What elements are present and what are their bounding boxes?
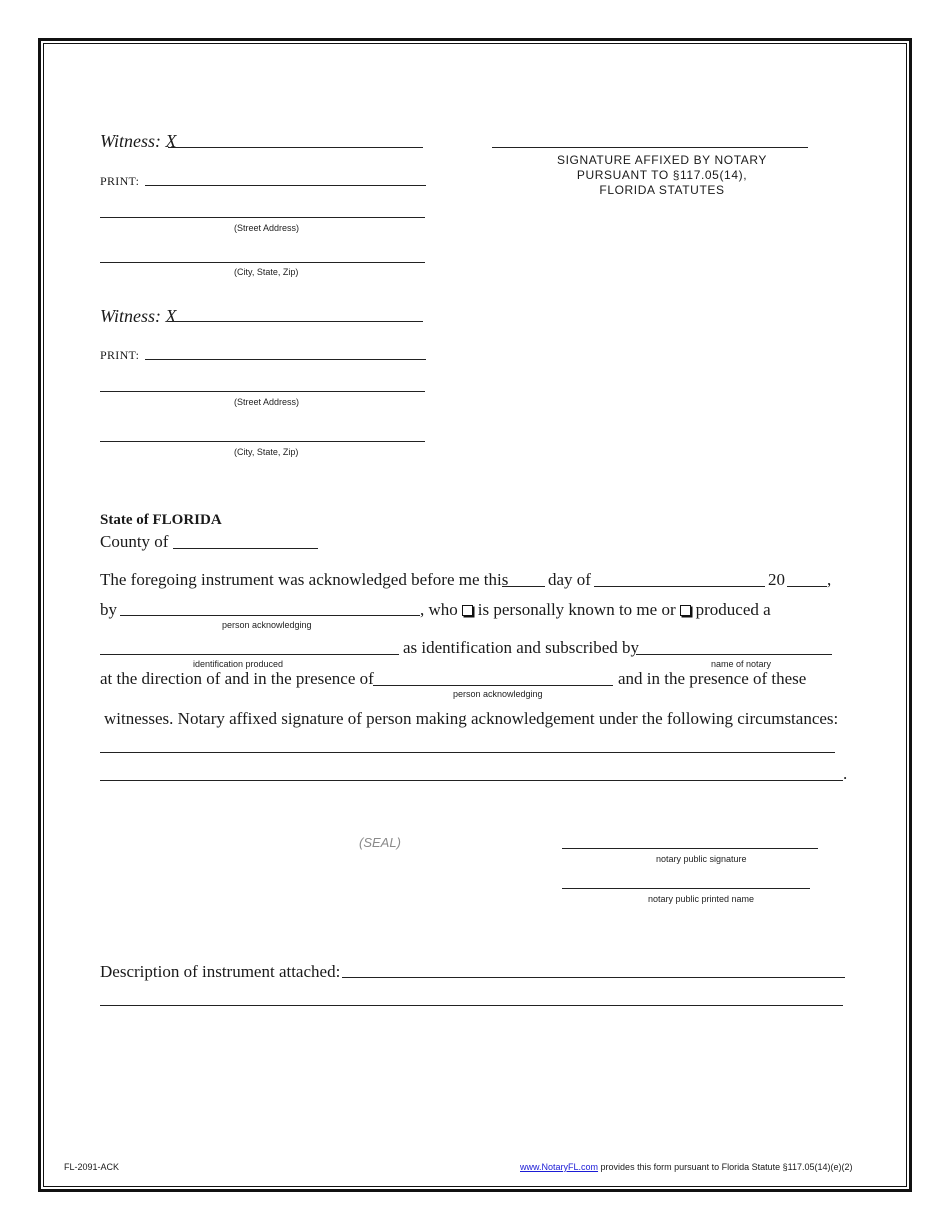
person-acknowledging-line-1[interactable]: [120, 615, 420, 616]
ack-text-presence: and in the presence of these: [618, 669, 807, 688]
witness-1-print-line[interactable]: [145, 185, 426, 186]
notary-signature-caption: notary public signature: [656, 854, 747, 864]
circumstances-line-2[interactable]: [100, 780, 843, 781]
person-acknowledging-caption-2: person acknowledging: [453, 689, 543, 699]
notary-printed-name-caption: notary public printed name: [648, 894, 755, 904]
witness-2-print-label: PRINT:: [100, 348, 140, 362]
notary-printed-name-line[interactable]: [562, 888, 810, 889]
ack-text-by: by: [100, 600, 117, 619]
witness-1-city-caption: (City, State, Zip): [234, 267, 299, 277]
ack-text-1c: 20: [768, 570, 785, 589]
witness-2-street-line[interactable]: [100, 391, 425, 392]
ack-text-circumstances: witnesses. Notary affixed signature of person making acknowledgement under the following circumstances:: [104, 709, 839, 728]
witness-1-signature-line[interactable]: [168, 147, 423, 148]
ack-text-1-comma: ,: [827, 570, 832, 589]
witness-2-street-caption: (Street Address): [234, 397, 300, 407]
person-acknowledging-caption-1: person acknowledging: [222, 620, 312, 630]
notary-name-caption: name of notary: [711, 659, 772, 669]
footer-statute-text: provides this form pursuant to Florida Statute §117.05(14)(e)(2): [600, 1162, 853, 1172]
notary-affixed-signature-line[interactable]: [492, 147, 808, 148]
witness-2-signature-line[interactable]: [168, 321, 423, 322]
ack-text-1a: The foregoing instrument was acknowledged before me this: [100, 570, 509, 589]
form-id: FL-2091-ACK: [64, 1162, 120, 1172]
circumstances-period: .: [843, 764, 848, 783]
seal-placeholder: (SEAL): [359, 835, 401, 850]
circumstances-line-1[interactable]: [100, 752, 835, 753]
ack-text-who: [420, 600, 771, 620]
witness-2-city-line[interactable]: [100, 441, 425, 442]
description-line-1[interactable]: [342, 977, 845, 978]
ack-text-who-label: , who: [420, 600, 458, 619]
county-label: County of: [100, 532, 169, 551]
description-line-2[interactable]: [100, 1005, 843, 1006]
notary-signature-statement-line-3: FLORIDA STATUTES: [599, 183, 725, 197]
notary-signature-line[interactable]: [562, 848, 818, 849]
witness-2-city-caption: (City, State, Zip): [234, 447, 299, 457]
witness-2-print-line[interactable]: [145, 359, 426, 360]
ack-text-1b: day of: [548, 570, 591, 589]
witness-1-street-caption: (Street Address): [234, 223, 300, 233]
notary-name-line[interactable]: [636, 654, 832, 655]
witness-1-city-line[interactable]: [100, 262, 425, 263]
ack-text-as-identification: as identification and subscribed by: [403, 638, 640, 657]
notaryfl-link[interactable]: www.NotaryFL.com: [520, 1162, 599, 1172]
ack-text-direction: at the direction of and in the presence of: [100, 669, 374, 688]
person-acknowledging-line-2[interactable]: [373, 685, 613, 686]
ack-text-produced: produced a: [695, 600, 771, 619]
identification-caption: identification produced: [193, 659, 284, 669]
day-line[interactable]: [502, 586, 545, 587]
witness-1-street-line[interactable]: [100, 217, 425, 218]
footer-statement: [520, 1162, 853, 1172]
year-line[interactable]: [787, 586, 827, 587]
personally-known-checkbox[interactable]: [462, 605, 473, 616]
notary-signature-statement-line-2: PURSUANT TO §117.05(14),: [576, 168, 748, 182]
witness-1-label: Witness: X: [100, 131, 177, 151]
notary-signature-statement-line-1: SIGNATURE AFFIXED BY NOTARY: [556, 153, 768, 167]
state-heading: State of FLORIDA: [100, 512, 222, 528]
month-line[interactable]: [594, 586, 765, 587]
description-label: Description of instrument attached:: [100, 962, 341, 981]
county-line[interactable]: [173, 548, 318, 549]
notary-signature-statement: [492, 153, 832, 198]
identification-line[interactable]: [100, 654, 399, 655]
witness-1-print-label: PRINT:: [100, 174, 140, 188]
ack-text-known: is personally known to me or: [477, 600, 676, 619]
witness-2-label: Witness: X: [100, 306, 177, 326]
produced-id-checkbox[interactable]: [680, 605, 691, 616]
